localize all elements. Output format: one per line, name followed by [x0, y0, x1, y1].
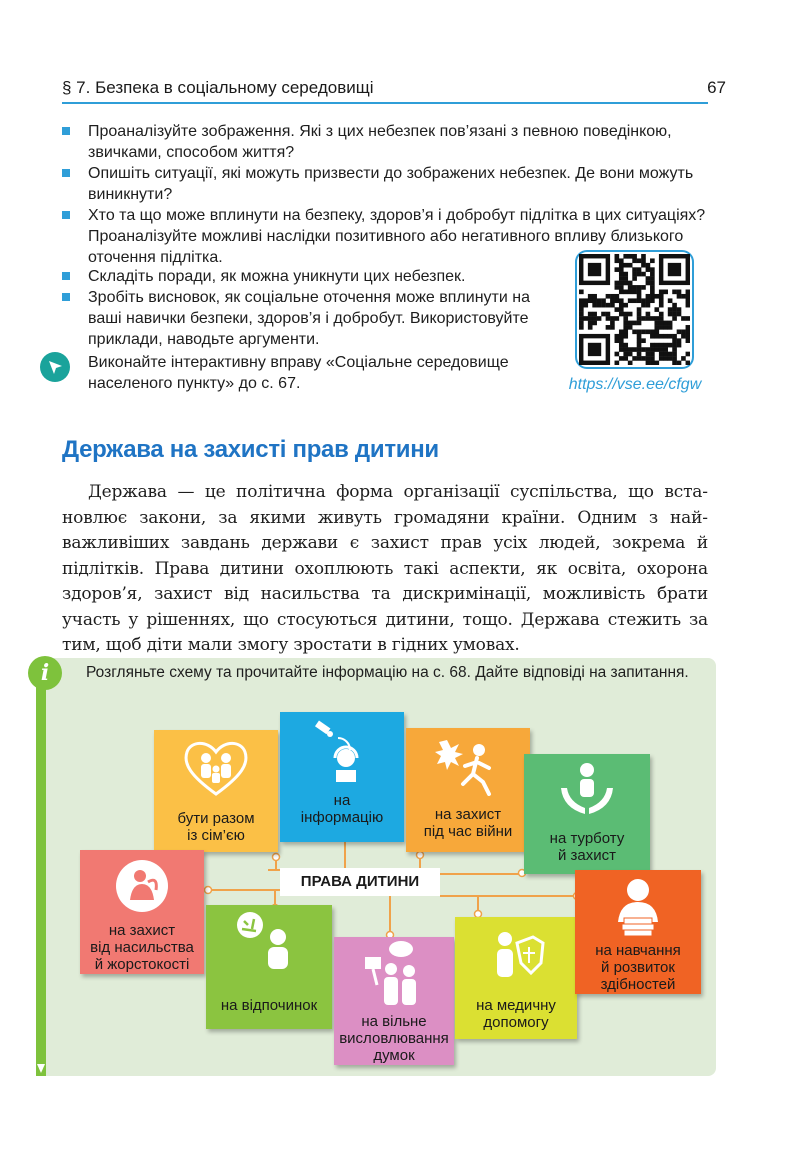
activity-text: Виконайте інтерактивну вправу «Соціальне середовище населеного пункту» до с. 67.: [88, 354, 509, 392]
right-medical-care-tile: [455, 917, 577, 1039]
tile-label-line: на відпочинок: [220, 997, 318, 1014]
bullet-marker: [62, 272, 70, 280]
qr-code[interactable]: [575, 250, 694, 369]
down-arrow-icon: [37, 1064, 45, 1073]
tile-label-line: думок: [373, 1047, 415, 1064]
child-leisure-icon: [232, 909, 302, 973]
interactive-exercise-icon[interactable]: [40, 352, 70, 382]
right-information-tile: [280, 712, 404, 842]
info-instruction: Розгляньте схему та прочитайте інформацію на с. 68. Дайте відповіді на запитання.: [86, 664, 689, 681]
tile-label-line: й жорстокості: [94, 956, 190, 973]
tile-label-line: на вільне: [361, 1013, 427, 1030]
exercise-link[interactable]: https://vse.ee/cfgw: [568, 376, 702, 393]
page-number: 67: [707, 78, 726, 97]
running-child-explosion-icon: [433, 732, 503, 796]
tile-label-line: на турботу: [549, 830, 625, 847]
tile-label-line: під час війни: [423, 823, 513, 840]
bullet-marker: [62, 127, 70, 135]
header-rule: [62, 102, 708, 104]
right-violence-protection-tile: [80, 850, 204, 974]
tile-label-line: й розвиток: [601, 959, 675, 976]
child-medical-shield-icon: [483, 923, 547, 985]
bullet-marker: [62, 293, 70, 301]
tile-label-line: від насильства: [90, 939, 194, 956]
tile-label-line: здібностей: [600, 976, 676, 993]
info-icon: i: [28, 656, 62, 690]
list-item: Опишіть ситуації, які можуть призвести до зображених небезпек. Де вони можуть виникнути?: [62, 163, 712, 205]
right-war-protection-tile: [406, 728, 530, 852]
right-family-tile: [154, 730, 278, 852]
list-item: Проаналізуйте зображення. Які з цих небезпек пов’язані з певною поведінкою, звичками, способом життя?: [62, 121, 712, 163]
list-item: Зробіть висновок, як соціальне оточення може вплинути на ваші навички безпеки, здоров’я і добробут. Використовуйте приклади, наводьте аргументи.: [62, 287, 552, 350]
child-books-icon: [608, 874, 668, 938]
bullet-marker: [62, 211, 70, 219]
section-paragraph: Держава — це політична форма організації суспільства, що встановлює закони, за якими живуть громадяни країни. Одним з найважливіших завдань держави є захист прав усіх людей, зокрема й підлітків. Права дитини охоплюють такі аспекти, як освіта, охорона здоров’я, захист від насильства та дискримінації, можливість брати участь у рішеннях, що стосуються дитини, тощо. Держава стежить за тим, щоб діти мали змогу зростати в гідних умовах.: [62, 482, 708, 655]
tile-label-line: висловлювання: [339, 1030, 449, 1047]
section-title: Держава на захисті прав дитини: [62, 436, 439, 463]
tile-label-line: на захист: [108, 922, 176, 939]
tile-label-line: із сім’єю: [187, 827, 245, 844]
tile-label-line: допомогу: [483, 1014, 549, 1031]
tile-label-line: на навчання: [595, 942, 681, 959]
right-free-speech-tile: [334, 937, 454, 1065]
list-item: Хто та що може вплинути на безпеку, здоров’я і добробут підлітка в цих ситуаціях? Проаналізуйте можливі наслідки позитивного або негативного впливу близького оточення підлітка.: [62, 205, 712, 268]
info-box-strip: [36, 680, 46, 1076]
hands-child-icon: [557, 758, 617, 820]
protected-child-icon: [112, 856, 172, 916]
right-rest-tile: [206, 905, 332, 1029]
running-header-title: § 7. Безпека в соціальному середовищі: [62, 78, 374, 97]
tile-label-line: й захист: [557, 847, 616, 864]
tile-label-line: на захист: [434, 806, 502, 823]
list-item: Складіть поради, як можна уникнути цих небезпек.: [62, 266, 542, 287]
children-speech-icon: [361, 939, 427, 1009]
diagram-center-label: ПРАВА ДИТИНИ: [280, 868, 440, 896]
right-care-tile: [524, 754, 650, 874]
family-heart-icon: [181, 736, 251, 798]
tile-label-line: інформацію: [300, 809, 384, 826]
tile-label-line: на: [333, 792, 351, 809]
tile-label-line: на медичну: [476, 997, 556, 1014]
tile-label-line: бути разом: [177, 810, 255, 827]
right-education-tile: [575, 870, 701, 994]
satellite-headphones-icon: [310, 718, 374, 784]
bullet-marker: [62, 169, 70, 177]
